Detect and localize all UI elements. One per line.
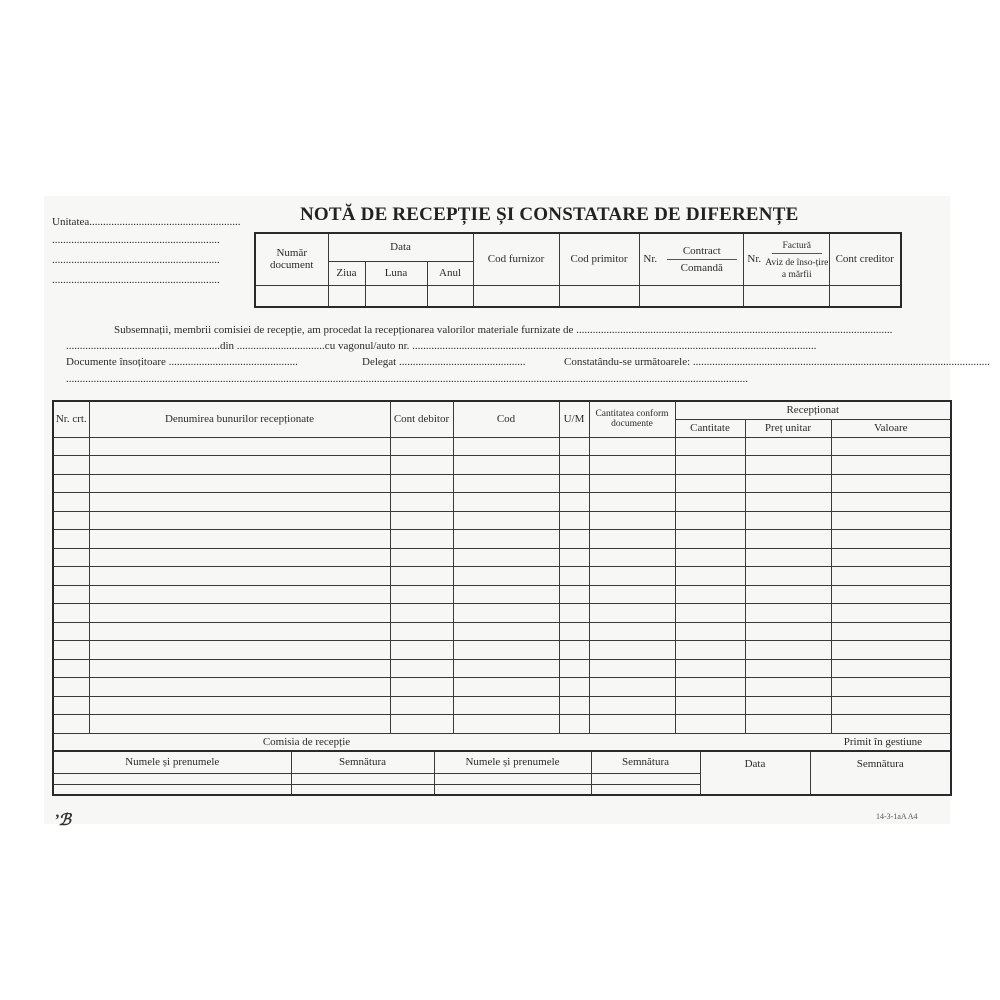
item-cell[interactable] bbox=[559, 530, 589, 549]
ziua-cell[interactable] bbox=[328, 285, 365, 307]
form-code: 14-3-1aA A4 bbox=[876, 812, 918, 821]
publisher-logo: ʼℬ bbox=[54, 812, 70, 829]
table-row bbox=[53, 585, 951, 604]
um-header: U/M bbox=[559, 401, 589, 437]
item-cell[interactable] bbox=[745, 474, 831, 493]
divider bbox=[772, 253, 822, 254]
item-cell[interactable] bbox=[675, 715, 745, 734]
item-cell[interactable] bbox=[675, 622, 745, 641]
item-cell[interactable] bbox=[53, 696, 89, 715]
item-cell[interactable] bbox=[53, 493, 89, 512]
member-signature-cell[interactable] bbox=[591, 773, 700, 784]
comanda-label: Comandă bbox=[680, 261, 723, 274]
cont-creditor-cell[interactable] bbox=[829, 285, 901, 307]
item-cell[interactable] bbox=[831, 678, 951, 697]
item-cell[interactable] bbox=[675, 659, 745, 678]
comisia-receptie-label: Comisia de recepție bbox=[53, 733, 559, 751]
vagon-auto-line[interactable]: ........................................................din ................................cu vagonul/auto nr. ................................................................................................................................................... bbox=[66, 340, 817, 352]
semnatura-gestionar[interactable]: Semnătura bbox=[810, 751, 951, 795]
item-cell[interactable] bbox=[589, 585, 675, 604]
anul-cell[interactable] bbox=[427, 285, 473, 307]
anul-header: Anul bbox=[427, 261, 473, 285]
item-cell[interactable] bbox=[53, 641, 89, 660]
member-name-cell[interactable] bbox=[53, 773, 291, 784]
numele-prenumele-header-1: Numele și prenumele bbox=[53, 751, 291, 773]
item-cell[interactable] bbox=[559, 641, 589, 660]
item-cell[interactable] bbox=[589, 511, 675, 530]
item-cell[interactable] bbox=[831, 696, 951, 715]
delegat-field[interactable]: Delegat .............................................. bbox=[362, 356, 526, 368]
item-cell[interactable] bbox=[559, 437, 589, 456]
item-cell[interactable] bbox=[589, 437, 675, 456]
contract-nr-label: Nr. bbox=[639, 233, 661, 285]
unitatea-line-2[interactable]: ............................................................. bbox=[52, 234, 220, 246]
item-cell[interactable] bbox=[559, 456, 589, 475]
item-cell[interactable] bbox=[831, 622, 951, 641]
unitatea-line-4[interactable]: ............................................................. bbox=[52, 274, 220, 286]
contract-cell[interactable] bbox=[639, 285, 743, 307]
item-cell[interactable] bbox=[453, 548, 559, 567]
item-cell[interactable] bbox=[831, 641, 951, 660]
form-title: NOTĂ DE RECEPȚIE ȘI CONSTATARE DE DIFERENȚE bbox=[300, 204, 799, 225]
table-row bbox=[53, 715, 951, 734]
cont-creditor-header: Cont creditor bbox=[829, 233, 901, 285]
semnatura-header-2: Semnătura bbox=[591, 751, 700, 773]
table-row bbox=[53, 567, 951, 586]
item-cell[interactable] bbox=[675, 437, 745, 456]
factura-label: Factură bbox=[782, 240, 812, 251]
item-cell[interactable] bbox=[390, 659, 453, 678]
item-cell[interactable] bbox=[589, 659, 675, 678]
cod-primitor-header: Cod primitor bbox=[559, 233, 639, 285]
numar-document-cell[interactable] bbox=[255, 285, 328, 307]
item-cell[interactable] bbox=[831, 456, 951, 475]
item-cell[interactable] bbox=[831, 437, 951, 456]
item-cell[interactable] bbox=[53, 585, 89, 604]
member-signature-cell[interactable] bbox=[291, 773, 434, 784]
item-cell[interactable] bbox=[53, 437, 89, 456]
item-cell[interactable] bbox=[390, 530, 453, 549]
unitatea-line-3[interactable]: ............................................................. bbox=[52, 254, 220, 266]
item-cell[interactable] bbox=[89, 548, 390, 567]
item-cell[interactable] bbox=[53, 511, 89, 530]
unitatea-field[interactable]: Unitatea....................................................... bbox=[52, 216, 241, 228]
item-cell[interactable] bbox=[453, 622, 559, 641]
item-cell[interactable] bbox=[559, 604, 589, 623]
item-cell[interactable] bbox=[675, 696, 745, 715]
item-cell[interactable] bbox=[89, 641, 390, 660]
item-cell[interactable] bbox=[453, 604, 559, 623]
item-cell[interactable] bbox=[453, 493, 559, 512]
item-cell[interactable] bbox=[53, 548, 89, 567]
cantitate-header: Cantitate bbox=[675, 419, 745, 437]
item-cell[interactable] bbox=[831, 511, 951, 530]
item-cell[interactable] bbox=[453, 696, 559, 715]
table-row bbox=[53, 511, 951, 530]
item-cell[interactable] bbox=[589, 530, 675, 549]
item-cell[interactable] bbox=[589, 622, 675, 641]
item-cell[interactable] bbox=[53, 456, 89, 475]
table-row bbox=[53, 678, 951, 697]
receptionat-header: Recepționat bbox=[675, 401, 951, 419]
item-cell[interactable] bbox=[453, 678, 559, 697]
cod-header: Cod bbox=[453, 401, 559, 437]
item-cell[interactable] bbox=[675, 456, 745, 475]
luna-header: Luna bbox=[365, 261, 427, 285]
item-cell[interactable] bbox=[675, 567, 745, 586]
documente-insotitoare-field[interactable]: Documente însoțitoare ............................................... bbox=[66, 356, 298, 368]
item-cell[interactable] bbox=[390, 567, 453, 586]
item-cell[interactable] bbox=[589, 641, 675, 660]
member-signature-cell[interactable] bbox=[291, 784, 434, 795]
pret-unitar-header: Preț unitar bbox=[745, 419, 831, 437]
item-cell[interactable] bbox=[559, 715, 589, 734]
table-row bbox=[53, 474, 951, 493]
item-cell[interactable] bbox=[390, 511, 453, 530]
item-cell[interactable] bbox=[831, 474, 951, 493]
divider bbox=[667, 259, 737, 260]
item-cell[interactable] bbox=[745, 585, 831, 604]
item-cell[interactable] bbox=[453, 659, 559, 678]
item-cell[interactable] bbox=[453, 585, 559, 604]
item-cell[interactable] bbox=[89, 474, 390, 493]
item-cell[interactable] bbox=[89, 437, 390, 456]
item-cell[interactable] bbox=[745, 437, 831, 456]
item-cell[interactable] bbox=[390, 696, 453, 715]
item-cell[interactable] bbox=[745, 548, 831, 567]
item-cell[interactable] bbox=[53, 678, 89, 697]
item-cell[interactable] bbox=[745, 696, 831, 715]
item-cell[interactable] bbox=[559, 567, 589, 586]
item-cell[interactable] bbox=[745, 604, 831, 623]
furnizate-de-line[interactable]: Subsemnații, membrii comisiei de recepție, am procedat la recepționarea valorilor materiale furnizate de ................................................................................................................... bbox=[114, 324, 893, 336]
item-cell[interactable] bbox=[559, 585, 589, 604]
item-cell[interactable] bbox=[453, 511, 559, 530]
item-cell[interactable] bbox=[675, 641, 745, 660]
item-cell[interactable] bbox=[53, 622, 89, 641]
cantitatea-conform-header: Cantitatea conform documente bbox=[589, 401, 675, 437]
item-cell[interactable] bbox=[831, 548, 951, 567]
constatari-field[interactable]: Constatându-se următoarele: ............................................................................................................ bbox=[564, 356, 990, 368]
item-cell[interactable] bbox=[831, 715, 951, 734]
item-cell[interactable] bbox=[675, 548, 745, 567]
item-cell[interactable] bbox=[453, 437, 559, 456]
item-cell[interactable] bbox=[89, 493, 390, 512]
item-cell[interactable] bbox=[89, 585, 390, 604]
factura-nr-label: Nr. bbox=[743, 233, 765, 285]
item-cell[interactable] bbox=[390, 474, 453, 493]
item-cell[interactable] bbox=[453, 530, 559, 549]
table-row bbox=[53, 437, 951, 456]
item-cell[interactable] bbox=[559, 622, 589, 641]
nr-crt-header: Nr. crt. bbox=[53, 401, 89, 437]
item-cell[interactable] bbox=[390, 437, 453, 456]
table-row bbox=[53, 493, 951, 512]
item-cell[interactable] bbox=[559, 474, 589, 493]
item-cell[interactable] bbox=[89, 530, 390, 549]
table-row bbox=[53, 456, 951, 475]
item-cell[interactable] bbox=[589, 474, 675, 493]
item-cell[interactable] bbox=[589, 548, 675, 567]
factura-aviz-header bbox=[765, 233, 829, 285]
member-name-cell[interactable] bbox=[53, 784, 291, 795]
item-cell[interactable] bbox=[89, 696, 390, 715]
item-cell[interactable] bbox=[559, 678, 589, 697]
item-cell[interactable] bbox=[745, 530, 831, 549]
data-header: Data bbox=[328, 233, 473, 261]
item-cell[interactable] bbox=[453, 641, 559, 660]
cod-furnizor-cell[interactable] bbox=[473, 285, 559, 307]
cont-debitor-header: Cont debitor bbox=[390, 401, 453, 437]
table-row bbox=[53, 622, 951, 641]
item-cell[interactable] bbox=[53, 474, 89, 493]
item-cell[interactable] bbox=[745, 659, 831, 678]
table-row bbox=[53, 696, 951, 715]
item-cell[interactable] bbox=[453, 456, 559, 475]
table-row bbox=[53, 530, 951, 549]
item-cell[interactable] bbox=[745, 511, 831, 530]
item-cell[interactable] bbox=[745, 456, 831, 475]
item-cell[interactable] bbox=[559, 659, 589, 678]
item-cell[interactable] bbox=[831, 567, 951, 586]
item-cell[interactable] bbox=[390, 548, 453, 567]
item-cell[interactable] bbox=[831, 530, 951, 549]
numar-document-header: Număr document bbox=[255, 233, 328, 285]
item-cell[interactable] bbox=[390, 622, 453, 641]
item-cell[interactable] bbox=[589, 604, 675, 623]
luna-cell[interactable] bbox=[365, 285, 427, 307]
item-cell[interactable] bbox=[453, 474, 559, 493]
items-table bbox=[52, 400, 952, 752]
item-cell[interactable] bbox=[453, 567, 559, 586]
item-cell[interactable] bbox=[675, 585, 745, 604]
item-cell[interactable] bbox=[675, 530, 745, 549]
item-cell[interactable] bbox=[675, 474, 745, 493]
contract-label: Contract bbox=[682, 244, 721, 257]
constatari-line-2[interactable]: ........................................................................................................................................................................................................................................................ bbox=[66, 373, 748, 385]
item-cell[interactable] bbox=[589, 567, 675, 586]
factura-cell[interactable] bbox=[743, 285, 829, 307]
cod-primitor-cell[interactable] bbox=[559, 285, 639, 307]
item-cell[interactable] bbox=[53, 659, 89, 678]
item-cell[interactable] bbox=[53, 530, 89, 549]
semnatura-header-1: Semnătura bbox=[291, 751, 434, 773]
item-cell[interactable] bbox=[390, 715, 453, 734]
item-cell[interactable] bbox=[390, 456, 453, 475]
item-cell[interactable] bbox=[53, 604, 89, 623]
item-cell[interactable] bbox=[745, 641, 831, 660]
item-cell[interactable] bbox=[745, 567, 831, 586]
item-cell[interactable] bbox=[559, 696, 589, 715]
item-cell[interactable] bbox=[390, 641, 453, 660]
item-cell[interactable] bbox=[831, 659, 951, 678]
table-row bbox=[53, 604, 951, 623]
item-cell[interactable] bbox=[675, 604, 745, 623]
item-cell[interactable] bbox=[559, 511, 589, 530]
item-cell[interactable] bbox=[453, 715, 559, 734]
member-name-cell[interactable] bbox=[434, 784, 591, 795]
item-cell[interactable] bbox=[89, 678, 390, 697]
item-cell[interactable] bbox=[589, 715, 675, 734]
item-cell[interactable] bbox=[589, 456, 675, 475]
member-name-cell[interactable] bbox=[434, 773, 591, 784]
item-cell[interactable] bbox=[745, 715, 831, 734]
cod-furnizor-header: Cod furnizor bbox=[473, 233, 559, 285]
data-primire[interactable]: Data bbox=[700, 751, 810, 795]
item-cell[interactable] bbox=[89, 715, 390, 734]
member-signature-cell[interactable] bbox=[591, 784, 700, 795]
signature-table bbox=[52, 750, 952, 796]
item-cell[interactable] bbox=[390, 585, 453, 604]
item-cell[interactable] bbox=[745, 622, 831, 641]
aviz-label: Aviz de înso-țire a mărfii bbox=[765, 257, 829, 280]
denumirea-header: Denumirea bunurilor recepționate bbox=[89, 401, 390, 437]
item-cell[interactable] bbox=[89, 659, 390, 678]
item-cell[interactable] bbox=[390, 678, 453, 697]
item-cell[interactable] bbox=[390, 493, 453, 512]
item-cell[interactable] bbox=[745, 678, 831, 697]
item-cell[interactable] bbox=[831, 585, 951, 604]
item-cell[interactable] bbox=[53, 567, 89, 586]
item-cell[interactable] bbox=[831, 604, 951, 623]
item-cell[interactable] bbox=[89, 456, 390, 475]
item-cell[interactable] bbox=[675, 678, 745, 697]
contract-comanda-header bbox=[661, 233, 743, 285]
item-cell[interactable] bbox=[89, 511, 390, 530]
numele-prenumele-header-2: Numele și prenumele bbox=[434, 751, 591, 773]
item-cell[interactable] bbox=[390, 604, 453, 623]
item-cell[interactable] bbox=[589, 696, 675, 715]
document-info-table bbox=[254, 232, 902, 308]
item-cell[interactable] bbox=[89, 622, 390, 641]
item-cell[interactable] bbox=[589, 493, 675, 512]
item-cell[interactable] bbox=[675, 493, 745, 512]
primit-gestiune-label: Primit în gestiune bbox=[559, 733, 951, 751]
ziua-header: Ziua bbox=[328, 261, 365, 285]
item-cell[interactable] bbox=[589, 678, 675, 697]
valoare-header: Valoare bbox=[831, 419, 951, 437]
table-row bbox=[53, 659, 951, 678]
item-cell[interactable] bbox=[53, 715, 89, 734]
item-cell[interactable] bbox=[89, 567, 390, 586]
item-cell[interactable] bbox=[559, 493, 589, 512]
item-cell[interactable] bbox=[675, 511, 745, 530]
item-cell[interactable] bbox=[831, 493, 951, 512]
item-cell[interactable] bbox=[745, 493, 831, 512]
table-row bbox=[53, 641, 951, 660]
table-row bbox=[53, 548, 951, 567]
item-cell[interactable] bbox=[89, 604, 390, 623]
item-cell[interactable] bbox=[559, 548, 589, 567]
